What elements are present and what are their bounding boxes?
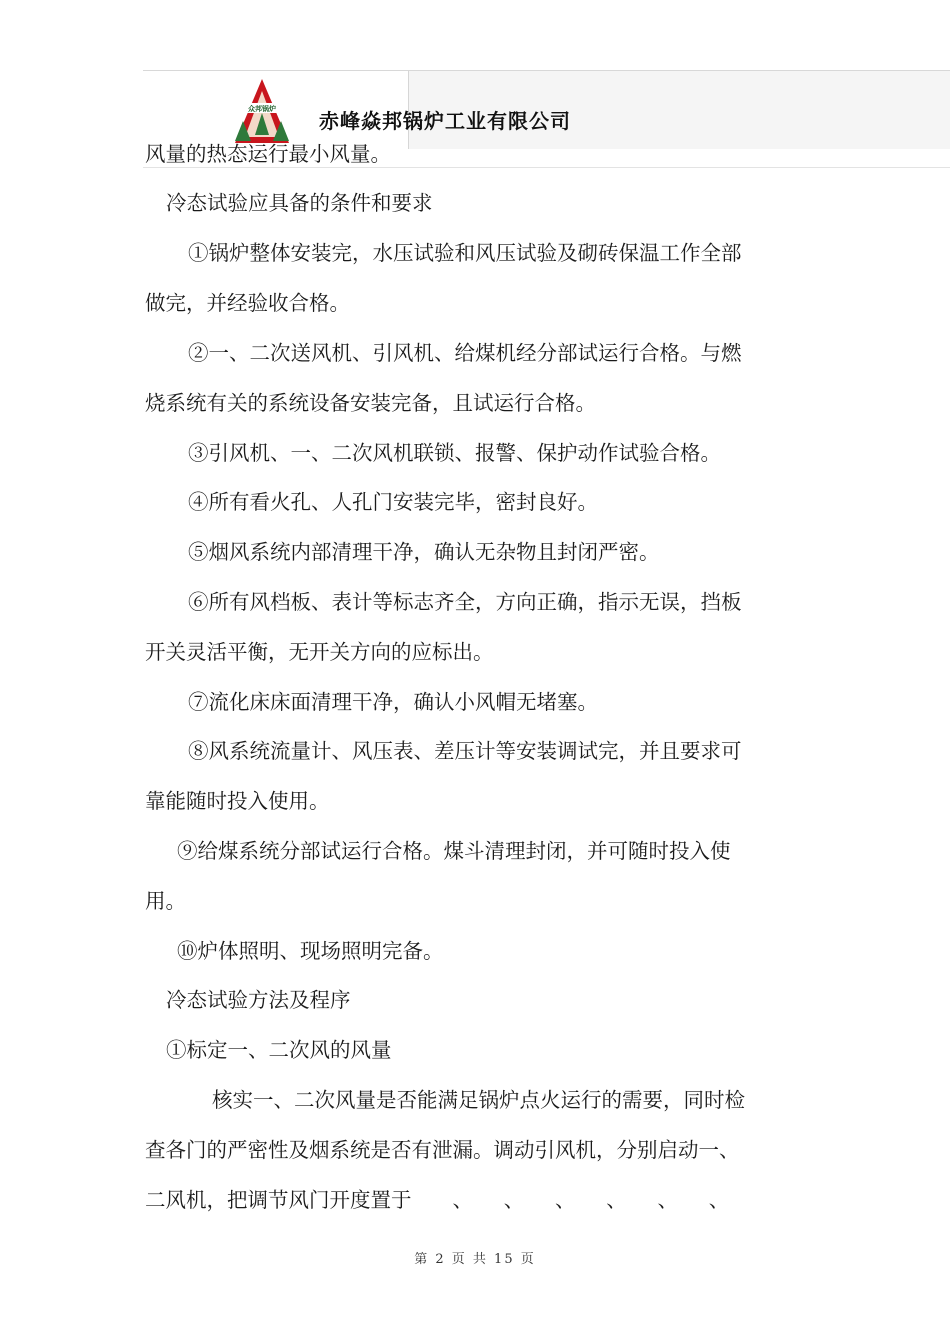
text-line: 查各门的严密性及烟系统是否有泄漏。调动引风机，分别启动一、 [145, 1138, 740, 1162]
text-line: ⑤烟风系统内部清理干净，确认无杂物且封闭严密。 [188, 540, 660, 564]
text-line: ⑥所有风档板、表计等标志齐全，方向正确，指示无误，挡板 [188, 590, 742, 614]
logo-text: 众邦锅炉 [248, 105, 276, 113]
text-line: ①锅炉整体安装完，水压试验和风压试验及砌砖保温工作全部 [188, 241, 742, 265]
section-heading: 冷态试验方法及程序 [166, 988, 351, 1012]
text-line: ⑦流化床床面清理干净，确认小风帽无堵塞。 [188, 690, 598, 714]
page-number: 第 2 页 共 15 页 [414, 1252, 536, 1267]
company-logo-icon [231, 77, 293, 149]
text-line: ⑨给煤系统分部试运行合格。煤斗清理封闭，并可随时投入使 [177, 839, 731, 863]
text-line: 烧系统有关的系统设备安装完备，且试运行合格。 [145, 391, 596, 415]
company-name: 赤峰焱邦锅炉工业有限公司 [319, 109, 571, 133]
text-line: 风量的热态运行最小风量。 [145, 142, 391, 166]
text-line: 靠能随时投入使用。 [145, 789, 330, 813]
text-line: 开关灵活平衡，无开关方向的应标出。 [145, 640, 494, 664]
text-line: 做完，并经验收合格。 [145, 291, 350, 315]
section-heading: 冷态试验应具备的条件和要求 [166, 191, 433, 215]
text-line: ③引风机、一、二次风机联锁、报警、保护动作试验合格。 [188, 441, 721, 465]
text-line: ④所有看火孔、人孔门安装完毕，密封良好。 [188, 490, 598, 514]
text-line: ⑧风系统流量计、风压表、差压计等安装调试完，并且要求可 [188, 739, 742, 763]
text-line: ②一、二次送风机、引风机、给煤机经分部试运行合格。与燃 [188, 341, 742, 365]
text-line: 用。 [145, 889, 186, 913]
text-line: 核实一、二次风量是否能满足锅炉点火运行的需要，同时检 [212, 1088, 745, 1112]
text-line: ⑩炉体照明、现场照明完备。 [177, 939, 444, 963]
text-line: 二风机，把调节风门开度置于 、 、 、 、 、 、 [145, 1188, 730, 1212]
subsection-heading: ①标定一、二次风的风量 [166, 1038, 392, 1062]
